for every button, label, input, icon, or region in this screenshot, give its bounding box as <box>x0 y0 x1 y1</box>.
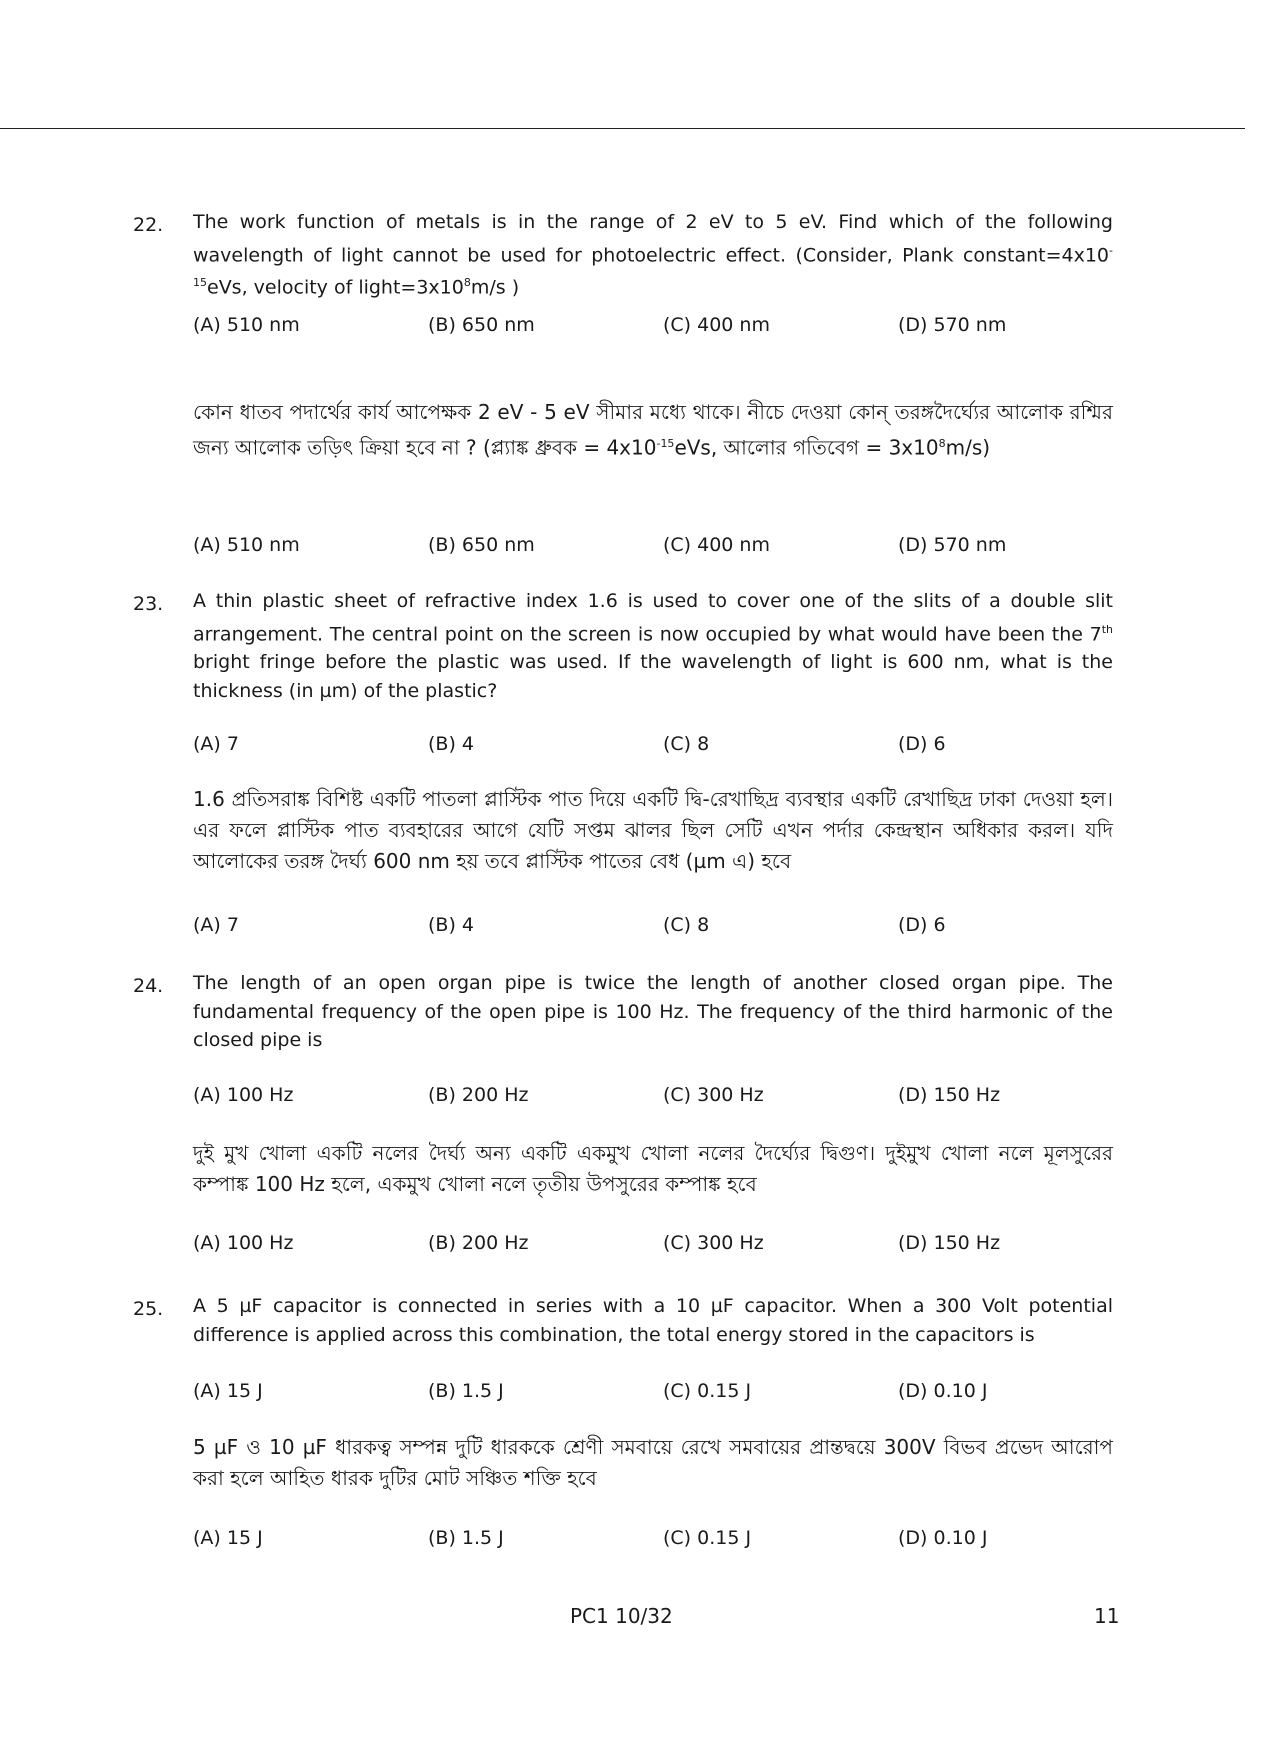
option-c: (C) 8 <box>663 914 710 936</box>
question-23-text-en: A thin plastic sheet of refractive index 1.6 is used to cover one of the slits of a double slit arrangement. The central point on the screen is now occupied by what would have been the 7th bright fringe before the plastic was used. If the wavelength of light is 600 nm, what is the thickness (in µm) of the plastic? <box>193 590 1113 702</box>
page-mark: 11 <box>1094 1604 1120 1628</box>
question-23-options-en <box>193 733 1113 759</box>
option-d: (D) 150 Hz <box>898 1084 1001 1106</box>
option-b: (B) 4 <box>428 733 474 755</box>
option-c: (C) 300 Hz <box>663 1084 764 1106</box>
option-c: (C) 0.15 J <box>663 1380 752 1402</box>
option-c: (C) 300 Hz <box>663 1232 764 1254</box>
question-24-options-en <box>193 1084 1113 1110</box>
question-22-options-bn <box>193 534 1113 560</box>
option-d: (D) 6 <box>898 733 946 755</box>
option-d: (D) 0.10 J <box>898 1380 988 1402</box>
option-a: (A) 510 nm <box>193 314 300 336</box>
option-a: (A) 7 <box>193 914 239 936</box>
question-24-text-bn: দুই মুখ খোলা একটি নলের দৈর্ঘ্য অন্য একটি একমুখ খোলা নলের দৈর্ঘ্যের দ্বিগুণ। দুইমুখ খোলা নলে মূলসুরের কম্পাঙ্ক 100 Hz হলে, একমুখ খোলা নলে তৃতীয় উপসুরের কম্পাঙ্ক হবে <box>193 1141 1113 1196</box>
option-c: (C) 400 nm <box>663 314 770 336</box>
question-22-text-bn: কোন ধাতব পদার্থের কার্য আপেক্ষক 2 eV - 5 eV সীমার মধ্যে থাকে। নীচে দেওয়া কোন্ তরঙ্গদৈর্ঘ্যের আলোক রশ্মির জন্য আলোক তড়িৎ ক্রিয়া হবে না ? (প্ল্যাঙ্ক ধ্রুবক = $4x10^{-15}eVs$, আলোর গতিবেগ = $3x10^8m/s$) <box>193 400 1113 460</box>
question-22-text-en: The work function of metals is in the range of 2 eV to 5 eV. Find which of the following wavelength of light cannot be used for photoelectric effect. (Consider, Plank $constant=4x10^{-15}eVs$, velocity of $light=3x10^8m/s$ ) <box>193 211 1113 299</box>
question-25-options-en <box>193 1380 1113 1406</box>
question-23-text-bn: 1.6 প্রতিসরাঙ্ক বিশিষ্ট একটি পাতলা প্লাস্টিক পাত দিয়ে একটি দ্বি-রেখাছিদ্র ব্যবস্থার একটি রেখাছিদ্র ঢাকা দেওয়া হল। এর ফলে প্লাস্টিক পাত ব্যবহারের আগে যেটি সপ্তম ঝালর ছিল সেটি এখন পর্দার কেন্দ্রস্থান অধিকার করল। যদি আলোকের তরঙ্গ দৈর্ঘ্য 600 nm হয় তবে প্লাস্টিক পাতের বেধ (µm এ) হবে <box>193 787 1113 873</box>
option-a: (A) 510 nm <box>193 534 300 556</box>
question-24-text-en: The length of an open organ pipe is twice the length of another closed organ pipe. The fundamental frequency of the open pipe is 100 Hz. The frequency of the third harmonic of the closed pipe is <box>193 972 1113 1051</box>
option-c: (C) 8 <box>663 733 710 755</box>
option-b: (B) 1.5 J <box>428 1380 504 1402</box>
question-23-options-bn <box>193 914 1113 940</box>
option-d: (D) 0.10 J <box>898 1527 988 1549</box>
option-b: (B) 200 Hz <box>428 1232 529 1254</box>
option-a: (A) 100 Hz <box>193 1084 294 1106</box>
option-d: (D) 6 <box>898 914 946 936</box>
question-22-number: 22. <box>133 214 164 236</box>
header-rule <box>0 128 1245 129</box>
option-c: (C) 400 nm <box>663 534 770 556</box>
option-b: (B) 650 nm <box>428 534 535 556</box>
option-b: (B) 200 Hz <box>428 1084 529 1106</box>
option-d: (D) 570 nm <box>898 314 1007 336</box>
page-code: PC1 10/32 <box>570 1604 673 1628</box>
question-23-number: 23. <box>133 593 164 615</box>
question-25-number: 25. <box>133 1298 164 1320</box>
option-a: (A) 15 J <box>193 1527 263 1549</box>
option-a: (A) 7 <box>193 733 239 755</box>
option-b: (B) 4 <box>428 914 474 936</box>
question-25-options-bn <box>193 1527 1113 1553</box>
question-25-text-en: A 5 µF capacitor is connected in series with a 10 µF capacitor. When a 300 Volt potential difference is applied across this combination, the total energy stored in the capacitors is <box>193 1295 1113 1346</box>
question-24-options-bn <box>193 1232 1113 1258</box>
question-25-text-bn: 5 µF ও 10 µF ধারকত্ব সম্পন্ন দুটি ধারককে শ্রেণী সমবায়ে রেখে সমবায়ের প্রান্তদ্বয়ে 300V বিভব প্রভেদ আরোপ করা হলে আহিত ধারক দুটির মোট সঞ্চিত শক্তি হবে <box>193 1435 1113 1490</box>
question-24-number: 24. <box>133 975 164 997</box>
option-c: (C) 0.15 J <box>663 1527 752 1549</box>
question-22-options-en <box>193 314 1113 340</box>
option-b: (B) 650 nm <box>428 314 535 336</box>
option-a: (A) 100 Hz <box>193 1232 294 1254</box>
option-d: (D) 150 Hz <box>898 1232 1001 1254</box>
option-d: (D) 570 nm <box>898 534 1007 556</box>
option-a: (A) 15 J <box>193 1380 263 1402</box>
option-b: (B) 1.5 J <box>428 1527 504 1549</box>
